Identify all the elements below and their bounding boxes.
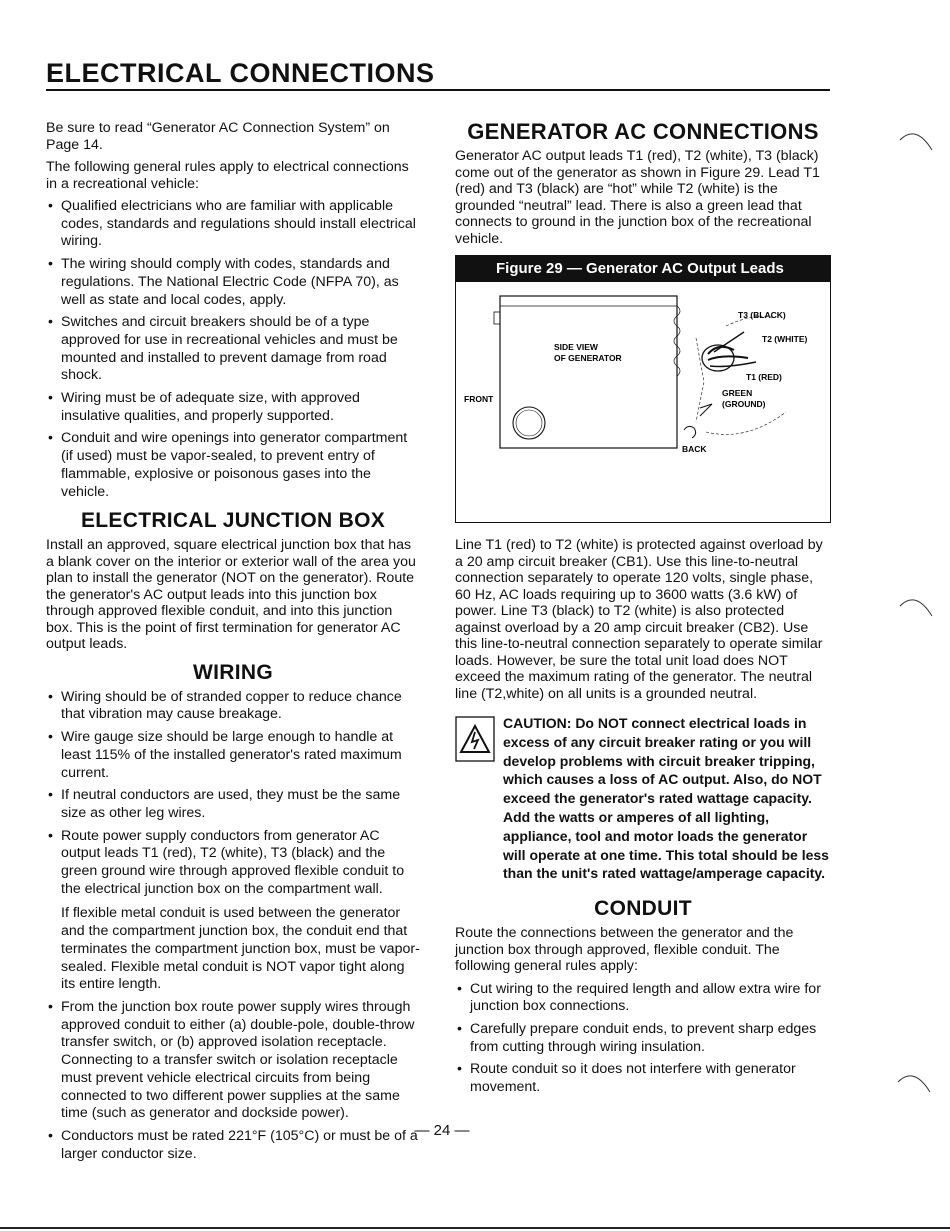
generator-diagram bbox=[456, 282, 816, 518]
list-item: • Cut wiring to the required length and allow extra wire for junction box connections. bbox=[455, 981, 831, 1016]
list-item: • Conductors must be rated 221°F (105°C) or must be of a larger conductor size. bbox=[46, 1128, 420, 1163]
warning-triangle-icon bbox=[455, 716, 495, 762]
t3-label: T3 (BLACK) bbox=[738, 310, 786, 320]
list-item: • From the junction box route power supply wires through approved conduit to either (a) double-pole, double-throw transfer switch, or (b) approved isolation receptacle. Connecting to a transfer switch or isolation receptacle must prevent vehicle electrical circuits from being connected to two different power supplies at the same time (such as generator and dockside power). bbox=[46, 999, 420, 1123]
left-column bbox=[46, 120, 420, 1168]
list-item: • Conduit and wire openings into generator compartment (if used) must be vapor-sealed, to prevent entry of flammable, explosive or poisonous gases into the vehicle. bbox=[46, 430, 420, 501]
rules-intro-paragraph: The following general rules apply to electrical connections in a recreational vehicle: bbox=[46, 159, 409, 192]
binder-hole-mark bbox=[898, 126, 934, 156]
list-item bbox=[46, 828, 420, 994]
page-number: — 24 — bbox=[414, 1122, 470, 1139]
right-column bbox=[455, 120, 831, 1102]
junction-box-heading: ELECTRICAL JUNCTION BOX bbox=[80, 509, 386, 533]
caution-text: CAUTION: Do NOT connect electrical loads in excess of any circuit breaker rating or you will develop problems with circuit breaker tripping, which causes a loss of AC output. Also, do NOT exceed the generator's rated wattage capacity. Add the watts or amperes of all lighting, appliance, tool and motor loads the generator will operate at one time. This total should be less than the unit's rated wattage/amperage capacity. bbox=[503, 715, 829, 882]
back-label: BACK bbox=[682, 444, 707, 454]
page-title: ELECTRICAL CONNECTIONS bbox=[46, 58, 435, 88]
list-item: • Wiring must be of adequate size, with approved insulative qualities, and properly supported. bbox=[46, 390, 420, 425]
side-view-label: SIDE VIEW bbox=[554, 342, 598, 352]
green-label: GREEN bbox=[722, 388, 753, 398]
list-item: • Wire gauge size should be large enough to handle at least 115% of the installed generator's rated maximum current. bbox=[46, 729, 420, 782]
line-protection-paragraph: Line T1 (red) to T2 (white) is protected against overload by a 20 amp circuit breaker (CB1). Use this line-to-neutral connection separately to operate 120 volts, single phase, 60 Hz, AC loads requiring up to 3600 watts (3.6 kW) of power. Line T3 (black) to T2 (white) is also protected against overload by a 20 amp circuit breaker (CB2). Use this line-to-neutral connection separately to operate similar loads. However, be sure the total unit load does NOT exceed the maximum rating of the generator. The neutral line (T2,white) on all units is a grounded neutral. bbox=[455, 537, 823, 702]
caution-block bbox=[455, 714, 831, 883]
ground-label: (GROUND) bbox=[722, 399, 766, 409]
binder-hole-mark bbox=[898, 590, 934, 620]
generator-wheel bbox=[513, 407, 545, 439]
list-item: • Switches and circuit breakers should be of a type approved for use in recreational vehicles and must be mounted and installed to prevent damage from road shock. bbox=[46, 314, 420, 385]
list-item: • Carefully prepare conduit ends, to prevent sharp edges from cutting through wiring insulation. bbox=[455, 1021, 831, 1056]
t2-label: T2 (WHITE) bbox=[762, 334, 808, 344]
conduit-heading: CONDUIT bbox=[594, 897, 692, 921]
list-item: • Qualified electricians who are familiar with applicable codes, standards and regulations should install electrical wiring. bbox=[46, 198, 420, 251]
front-label: FRONT bbox=[464, 394, 494, 404]
list-item-text: Route power supply conductors from generator AC output leads T1 (red), T2 (white), T3 (black) and the green ground wire through approved flexible conduit to the electrical junction box on the compartment wall. bbox=[61, 827, 405, 897]
wiring-heading: WIRING bbox=[193, 660, 273, 684]
list-item: • If neutral conductors are used, they must be the same size as other leg wires. bbox=[46, 787, 420, 822]
conduit-rules-list bbox=[455, 981, 831, 1097]
junction-box-paragraph: Install an approved, square electrical junction box that has a blank cover on the interior or exterior wall of the area you plan to install the generator (NOT on the generator). Route the generator's AC output leads into this junction box through approved flexible conduit, and into this junction box. This is the point of first termination for generator AC output leads. bbox=[46, 537, 416, 653]
binder-hole-mark bbox=[896, 1066, 932, 1096]
t1-label: T1 (RED) bbox=[746, 372, 782, 382]
page-bottom-edge bbox=[0, 1227, 950, 1229]
generator-body bbox=[500, 296, 677, 448]
figure-29 bbox=[455, 255, 831, 523]
conduit-paragraph: Route the connections between the generator and the junction box through approved, flexible conduit. The following general rules apply: bbox=[455, 925, 794, 975]
figure-title: Figure 29 — Generator AC Output Leads bbox=[456, 256, 830, 282]
list-item: • The wiring should comply with codes, standards and regulations. The National Electric Code (NFPA 70), as well as state and local codes, apply. bbox=[46, 256, 420, 309]
list-item: • Wiring should be of stranded copper to reduce chance that vibration may cause breakage. bbox=[46, 689, 420, 724]
generator-ac-heading: GENERATOR AC CONNECTIONS bbox=[467, 119, 819, 144]
list-item: • Route conduit so it does not interfere with generator movement. bbox=[455, 1061, 831, 1096]
generator-ac-paragraph: Generator AC output leads T1 (red), T2 (white), T3 (black) come out of the generator as shown in Figure 29. Lead T1 (red) and T3 (black) are “hot” while T2 (white) is the grounded “neutral” lead. There is also a green lead that connects to ground in the junction box of the recreational vehicle. bbox=[455, 148, 820, 247]
side-view-label: OF GENERATOR bbox=[554, 353, 622, 363]
rv-rules-list bbox=[46, 198, 420, 501]
title-rule bbox=[46, 89, 830, 91]
list-item-subparagraph: If flexible metal conduit is used between the generator and the compartment junction box, the conduit end that terminates the compartment junction box, must be vapor-sealed. Flexible metal conduit is NOT vapor tight along its entire length. bbox=[61, 905, 420, 993]
intro-paragraph: Be sure to read “Generator AC Connection System” on Page 14. bbox=[46, 120, 390, 153]
wiring-rules-list bbox=[46, 689, 420, 1164]
